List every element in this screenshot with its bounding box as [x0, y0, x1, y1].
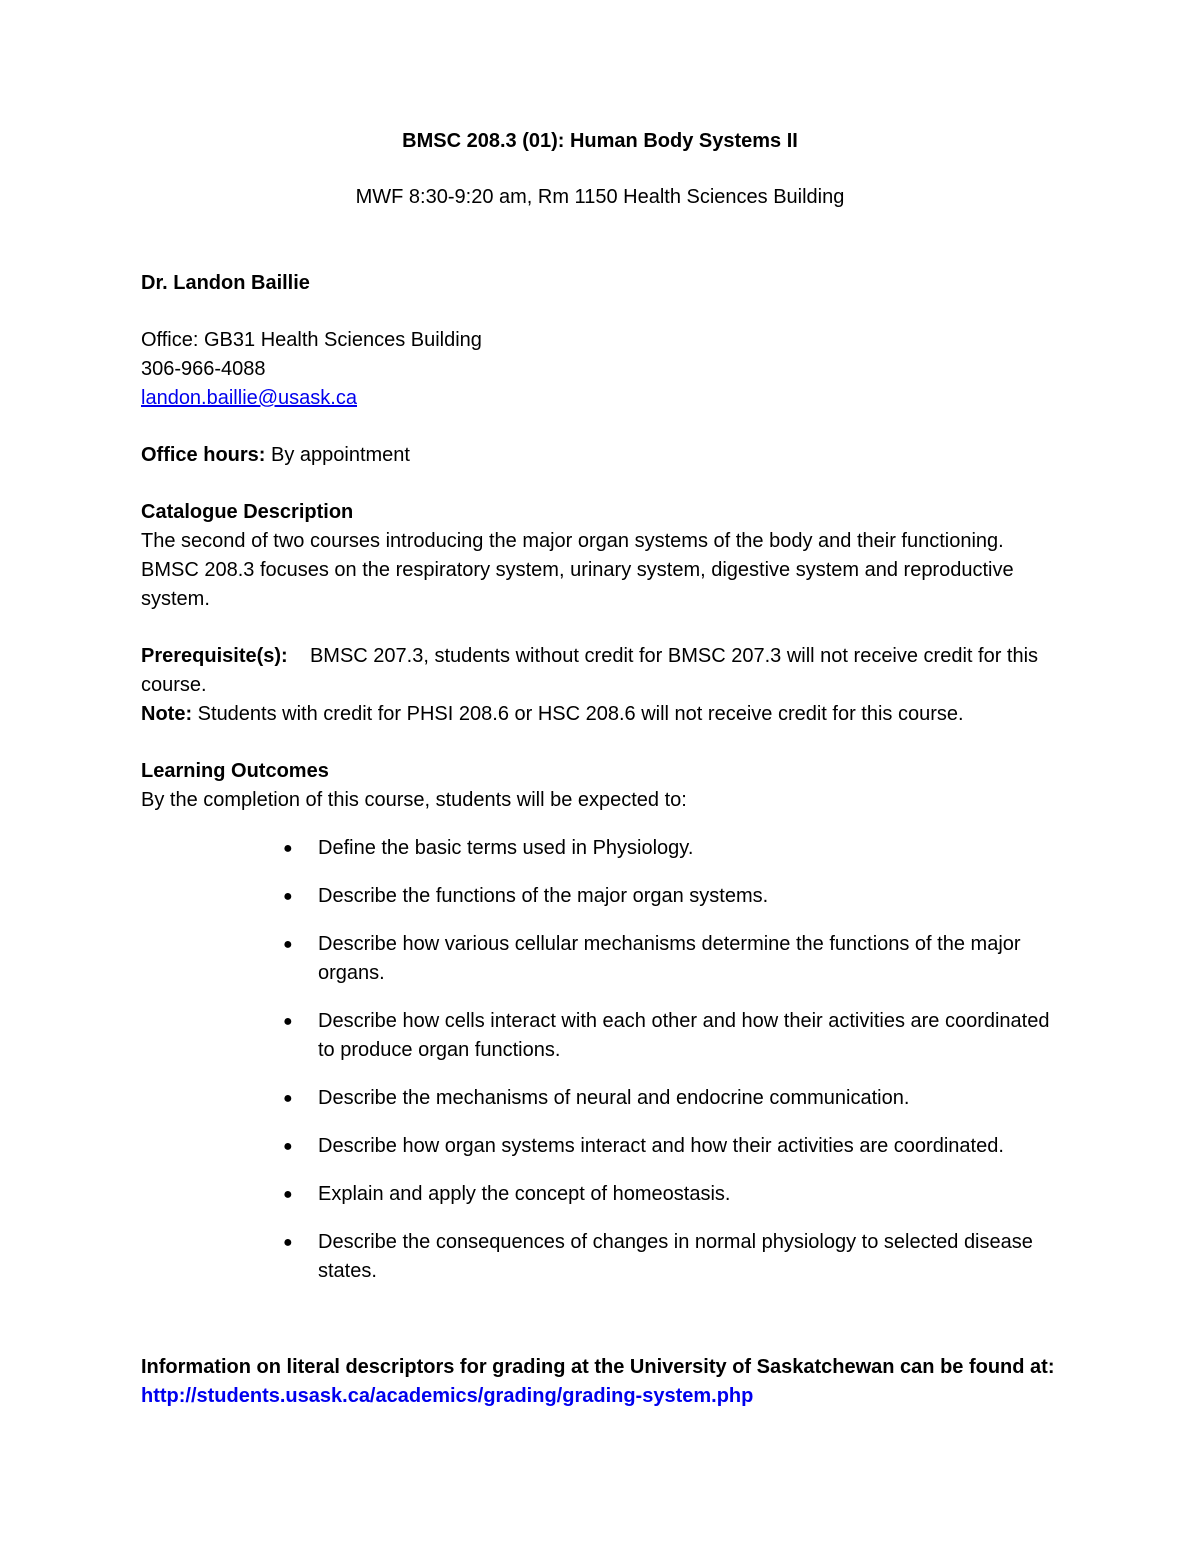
- list-item: [141, 930, 1061, 988]
- course-schedule: MWF 8:30-9:20 am, Rm 1150 Health Sciences Building: [355, 186, 845, 208]
- learning-outcomes-list: [141, 834, 1061, 1286]
- list-item-text: Describe the mechanisms of neural and endocrine communication.: [318, 1087, 910, 1109]
- bullet-icon: ●: [283, 1090, 293, 1107]
- prerequisites-label: Prerequisite(s):: [141, 645, 288, 667]
- list-item: [141, 1132, 1061, 1161]
- office-hours: [141, 441, 1061, 470]
- grading-info: Information on literal descriptors for grading at the University of Saskatchewan can be found at:: [141, 1356, 1055, 1378]
- list-item: [141, 1180, 1061, 1209]
- course-title: BMSC 208.3 (01): Human Body Systems II: [402, 130, 798, 152]
- bullet-icon: ●: [283, 1234, 293, 1251]
- instructor-phone: 306-966-4088: [141, 358, 266, 380]
- prerequisites: [141, 642, 1061, 700]
- bullet-icon: ●: [283, 1186, 293, 1203]
- instructor-name: Dr. Landon Baillie: [141, 272, 310, 294]
- list-item-text: Describe how various cellular mechanisms determine the functions of the major organs.: [318, 933, 1021, 984]
- catalogue-heading: Catalogue Description: [141, 501, 354, 523]
- office-hours-label: Office hours:: [141, 444, 266, 466]
- instructor-email-link[interactable]: landon.baillie@usask.ca: [141, 387, 357, 409]
- bullet-icon: ●: [283, 1013, 293, 1030]
- list-item: [141, 882, 1061, 911]
- grading-system-link[interactable]: http://students.usask.ca/academics/grading/grading-system.php: [141, 1385, 754, 1407]
- prerequisites-note: [141, 700, 1061, 729]
- prerequisites-text: BMSC 207.3, students without credit for BMSC 207.3 will not receive credit for this course.: [141, 645, 1044, 696]
- catalogue-description: The second of two courses introducing the major organ systems of the body and their functioning. BMSC 208.3 focuses on the respiratory system, urinary system, digestive system and reproductive system.: [141, 530, 1014, 610]
- bullet-icon: ●: [283, 936, 293, 953]
- bullet-icon: ●: [283, 840, 293, 857]
- bullet-icon: ●: [283, 888, 293, 905]
- list-item: [141, 834, 1061, 863]
- list-item-text: Describe the functions of the major organ systems.: [318, 885, 769, 907]
- list-item-text: Describe the consequences of changes in normal physiology to selected disease states.: [318, 1231, 1033, 1282]
- list-item: [141, 1228, 1061, 1286]
- list-item: [141, 1084, 1061, 1113]
- office-hours-value: By appointment: [265, 444, 410, 466]
- list-item-text: Describe how organ systems interact and how their activities are coordinated.: [318, 1135, 1004, 1157]
- instructor-office: Office: GB31 Health Sciences Building: [141, 329, 482, 351]
- list-item-text: Define the basic terms used in Physiology.: [318, 837, 694, 859]
- syllabus-page: [141, 127, 1061, 1411]
- list-item-text: Describe how cells interact with each other and how their activities are coordinated to produce organ functions.: [318, 1010, 1050, 1061]
- note-text: Students with credit for PHSI 208.6 or HSC 208.6 will not receive credit for this course.: [192, 703, 964, 725]
- list-item-text: Explain and apply the concept of homeostasis.: [318, 1183, 731, 1205]
- bullet-icon: ●: [283, 1138, 293, 1155]
- list-item: [141, 1007, 1061, 1065]
- note-label: Note:: [141, 703, 193, 725]
- learning-outcomes-intro: By the completion of this course, students will be expected to:: [141, 789, 687, 811]
- learning-outcomes-heading: Learning Outcomes: [141, 760, 329, 782]
